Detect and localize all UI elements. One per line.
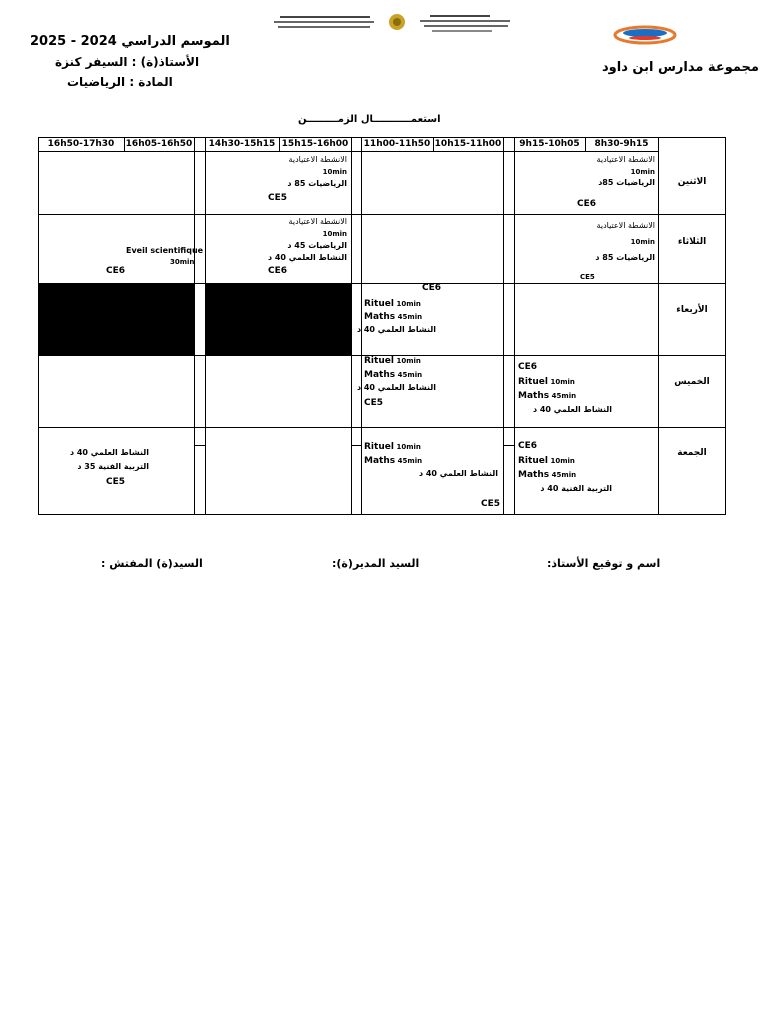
- tue-pm-activity: الانشطة الاعتيادية: [288, 217, 347, 226]
- mon-am-class: CE6: [577, 199, 597, 209]
- tue-pm-science: النشاط العلمي 40 د: [267, 253, 347, 262]
- fri-am-rituel-duration: 10min: [550, 457, 575, 465]
- time-slot-3: 14h30-15h15: [208, 139, 276, 149]
- time-slot-5: 11h00-11h50: [363, 139, 431, 149]
- fri-mid-rituel: Rituel: [364, 442, 394, 452]
- day-wednesday: الأربعاء: [676, 305, 708, 315]
- tue-am-duration: 10min: [630, 238, 655, 246]
- wed-blocked-late: [39, 284, 194, 355]
- mon-pm-duration: 10min: [322, 168, 347, 176]
- timetable: [38, 137, 726, 515]
- day-thursday: الخميس: [674, 377, 710, 387]
- fri-mid-maths: Maths: [364, 456, 396, 466]
- fri-mid-maths-duration: 45min: [397, 457, 423, 465]
- fri-am-maths-duration: 45min: [551, 471, 577, 479]
- tue-late-activity: Eveil scientifique: [126, 246, 204, 255]
- mon-pm-activity: الانشطة الاعتيادية: [288, 155, 347, 164]
- time-slot-1: 16h50-17h30: [47, 139, 115, 149]
- tue-late-duration: 30min: [170, 258, 195, 266]
- wed-blocked-pm: [206, 284, 351, 355]
- time-slot-7: 9h15-10h05: [519, 139, 580, 149]
- thu-mid-maths-duration: 45min: [397, 371, 423, 379]
- thu-am-maths-duration: 45min: [551, 392, 577, 400]
- time-slot-6: 10h15-11h00: [434, 139, 502, 149]
- inspector-signature-label: السيد(ة) المفتش :: [101, 557, 203, 570]
- tue-am-maths: الرياضيات 85 د: [595, 253, 655, 262]
- mon-pm-class: CE5: [268, 193, 288, 203]
- time-slot-4: 15h15-16h00: [281, 139, 349, 149]
- thu-am-science: النشاط العلمي 40 د: [532, 405, 612, 414]
- school-year: الموسم الدراسي 2024 - 2025: [30, 34, 230, 49]
- day-friday: الجمعة: [677, 448, 707, 458]
- fri-mid-rituel-duration: 10min: [396, 443, 421, 451]
- thu-mid-rituel: Rituel: [364, 356, 394, 366]
- teacher-name: الأستاذ(ة) : السيفر كنزة: [55, 55, 200, 69]
- tue-late-class: CE6: [106, 266, 126, 276]
- wed-maths-duration: 45min: [397, 313, 423, 321]
- school-name: مجموعة مدارس ابن داود: [602, 60, 759, 75]
- fri-late-arts: التربية الفنية 35 د: [77, 462, 149, 471]
- wed-rituel: Rituel: [364, 299, 394, 309]
- fri-mid-science: النشاط العلمي 40 د: [418, 469, 498, 478]
- subject-name: المادة : الرياضيات: [67, 75, 173, 89]
- fri-mid-class: CE5: [481, 499, 501, 509]
- school-logo: [612, 24, 678, 46]
- fri-late-science: النشاط العلمي 40 د: [69, 448, 149, 457]
- thu-mid-class: CE5: [364, 398, 384, 408]
- thu-mid-maths: Maths: [364, 370, 396, 380]
- fri-am-maths: Maths: [518, 470, 550, 480]
- mon-am-duration: 10min: [630, 168, 655, 176]
- wed-science: النشاط العلمي 40 د: [356, 325, 436, 334]
- thu-am-rituel: Rituel: [518, 377, 548, 387]
- thu-am-rituel-duration: 10min: [550, 378, 575, 386]
- thu-mid-rituel-duration: 10min: [396, 357, 421, 365]
- director-signature-label: السيد المدير(ة):: [332, 557, 420, 570]
- mon-am-activity: الانشطة الاعتيادية: [596, 155, 655, 164]
- time-slot-8: 8h30-9h15: [594, 139, 649, 149]
- fri-am-class: CE6: [518, 441, 538, 451]
- time-slot-2: 16h05-16h50: [125, 139, 193, 149]
- fri-am-rituel: Rituel: [518, 456, 548, 466]
- tue-am-activity: الانشطة الاعتيادية: [596, 221, 655, 230]
- fri-am-arts: التربية الفنية 40 د: [540, 484, 612, 493]
- thu-am-maths: Maths: [518, 391, 550, 401]
- fri-late-class: CE5: [106, 477, 126, 487]
- tue-pm-maths: الرياضيات 45 د: [287, 241, 347, 250]
- thu-am-class: CE6: [518, 362, 538, 372]
- tue-am-class: CE5: [580, 273, 595, 281]
- day-tuesday: الثلاثاء: [677, 237, 707, 247]
- mon-am-maths: الرياضيات 85د: [598, 178, 655, 187]
- wed-rituel-duration: 10min: [396, 300, 421, 308]
- day-monday: الاثنين: [677, 177, 707, 187]
- tue-pm-class: CE6: [268, 266, 288, 276]
- wed-mid-class: CE6: [422, 283, 442, 293]
- thu-mid-science: النشاط العلمي 40 د: [356, 383, 436, 392]
- teacher-signature-label: اسم و توقيع الأستاذ:: [547, 557, 661, 570]
- wed-maths: Maths: [364, 312, 396, 322]
- timetable-title: استعمـــــــــــال الزمـــــــــن: [298, 114, 441, 125]
- tue-pm-duration: 10min: [322, 230, 347, 238]
- mon-pm-maths: الرياضيات 85 د: [287, 179, 347, 188]
- ministry-emblem: [270, 12, 528, 34]
